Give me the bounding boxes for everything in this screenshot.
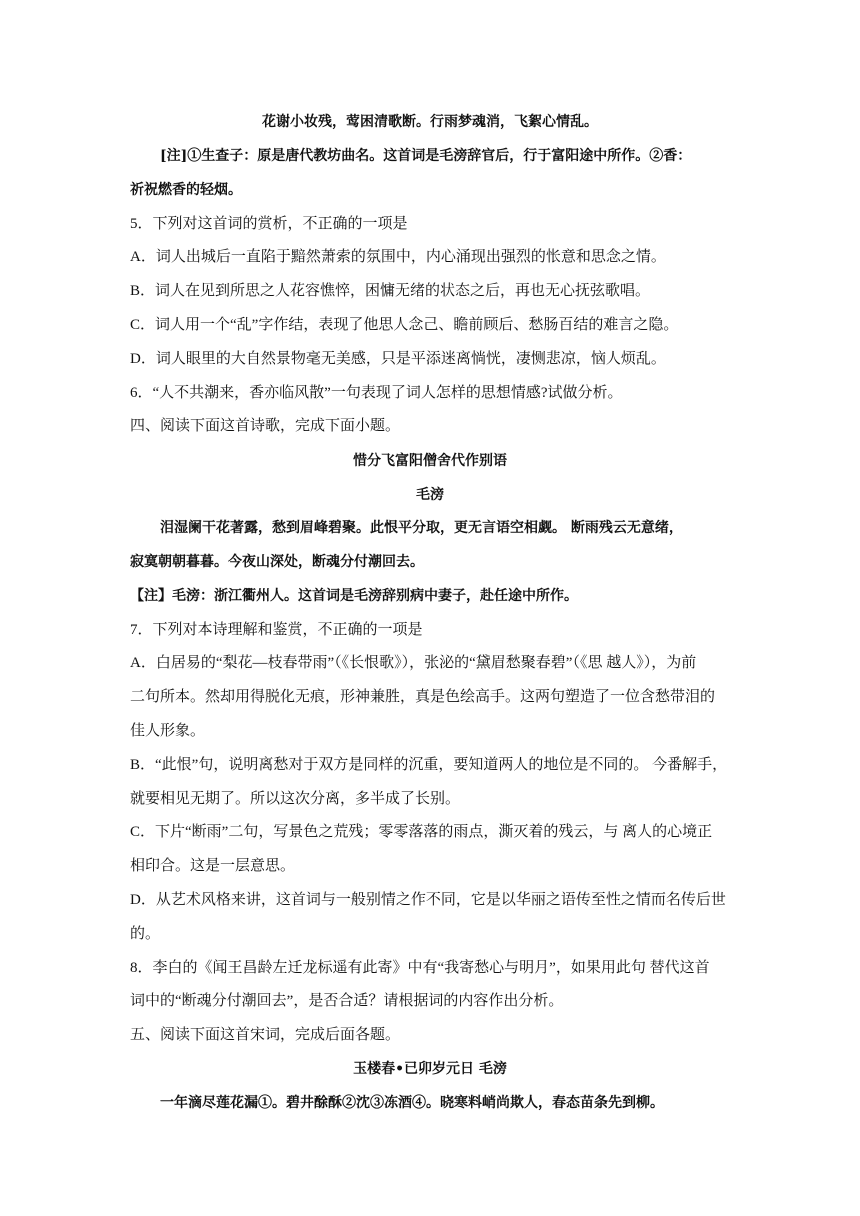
poem-body-line-2: 寂寞朝朝暮暮。今夜山深处，断魂分付潮回去。 (130, 554, 424, 570)
q7-option-b-line-1: B．“此恨”句，说明离愁对于双方是同样的沉重，要知道两人的地位是不同的。 今番解手， (130, 757, 728, 773)
section-4-heading: 四、阅读下面这首诗歌，完成下面小题。 (130, 418, 401, 434)
q7-option-c-line-2: 相印合。这是一层意思。 (130, 858, 296, 874)
q7-option-c-line-1: C．下片“断雨”二句，写景色之荒残；零零落落的雨点，澌灭着的残云，与 离人的心境正 (130, 824, 713, 840)
annotation-line-1: [注]①生查子：原是唐代教坊曲名。这首词是毛滂辞官后，行于富阳途中所作。②香： (160, 148, 692, 164)
q7-option-a-line-2: 二句所本。然却用得脱化无痕，形神兼胜，真是色绘高手。这两句塑造了一位含愁带泪的 (130, 689, 716, 705)
q5-option-d: D．词人眼里的大自然景物毫无美感，只是平添迷离惝恍，凄恻悲凉，恼人烦乱。 (130, 351, 666, 367)
question-5: 5．下列对这首词的赏析，不正确的一项是 (130, 216, 408, 232)
q5-option-a: A．词人出城后一直陷于黯然萧索的氛围中，内心涌现出强烈的怅意和思念之情。 (130, 249, 666, 265)
poem-author: 毛滂 (416, 487, 444, 503)
question-8-line-1: 8．李白的《闻王昌龄左迁龙标遥有此寄》中有“我寄愁心与明月”，如果用此句 替代这首 (130, 960, 710, 976)
poem-note: 【注】毛滂：浙江衢州人。这首词是毛滂辞别病中妻子，赴任途中所作。 (130, 588, 578, 604)
q7-option-d-line-2: 的。 (130, 926, 161, 942)
q7-option-a-line-3: 佳人形象。 (130, 723, 206, 739)
question-6: 6．“人不共潮来，香亦临风散”一句表现了词人怎样的思想情感?试做分析。 (130, 385, 623, 401)
poem-title: 惜分飞富阳僧舍代作别语 (353, 453, 507, 469)
poem-body-line-1: 泪湿阑干花著露，愁到眉峰碧聚。此恨平分取，更无言语空相觑。 断雨残云无意绪， (160, 520, 683, 536)
q5-option-c: C．词人用一个“乱”字作结，表现了他思人念己、瞻前顾后、愁肠百结的难言之隐。 (130, 317, 679, 333)
q7-option-b-line-2: 就要相见无期了。所以这次分离，多半成了长别。 (130, 791, 461, 807)
annotation-line-2: 祈祝燃香的轻烟。 (130, 182, 242, 198)
question-8-line-2: 词中的“断魂分付潮回去”，是否合适？请根据词的内容作出分析。 (130, 993, 564, 1009)
poem-line-final: 花谢小妆残，莺困清歌断。行雨梦魂消，飞絮心情乱。 (262, 114, 598, 130)
q5-option-b: B．词人在见到所思之人花容憔悴，困慵无绪的状态之后，再也无心抚弦歌唱。 (130, 283, 651, 299)
song-poem-title: 玉楼春•已卯岁元日 毛滂 (353, 1061, 507, 1077)
section-5-heading: 五、阅读下面这首宋词，完成后面各题。 (130, 1027, 401, 1043)
question-7: 7．下列对本诗理解和鉴赏，不正确的一项是 (130, 622, 423, 638)
q7-option-a-line-1: A．白居易的“梨花—枝春带雨”（《长恨歌》），张泌的“黛眉愁聚春碧”（《思 越人》），为前 (130, 655, 697, 671)
q7-option-d-line-1: D．从艺术风格来讲，这首词与一般别情之作不同，它是以华丽之语传至性之情而名传后世 (130, 892, 726, 908)
song-poem-line-1: 一年滴尽莲花漏①。碧井酴酥②沈③冻酒④。晓寒料峭尚欺人，春态苗条先到柳。 (160, 1095, 664, 1111)
